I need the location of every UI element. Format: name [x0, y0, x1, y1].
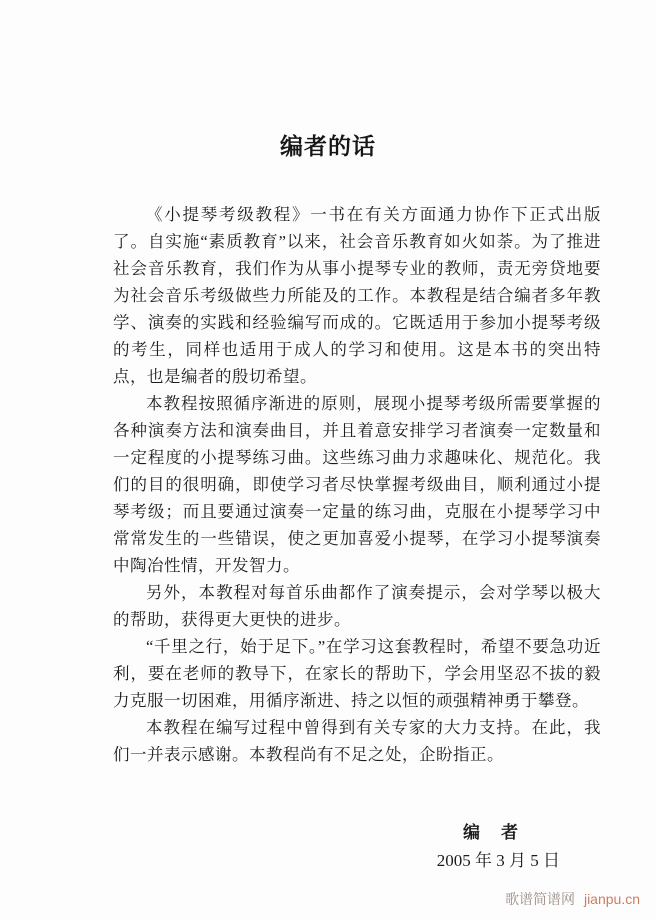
paragraph-2: 本教程按照循序渐进的原则，展现小提琴考级所需要掌握的各种演奏方法和演奏曲目，并且着意安排学习者演奏一定数量和一定程度的小提琴练习曲。这些练习曲力求趣味化、规范化。我们的目的很明确，即使学习者尽快掌握考级曲目，顺利通过小提琴考级；而且要通过演奏一定量的练习曲，克服在小提琴学习中常常发生的一些错误，使之更加喜爱小提琴，在学习小提琴演奏中陶冶性情，开发智力。 — [113, 394, 601, 575]
page-title: 编者的话 — [280, 134, 376, 159]
watermark — [505, 889, 640, 909]
paragraph-1: 《小提琴考级教程》一书在有关方面通力协作下正式出版了。自实施“素质教育”以来，社会音乐教育如火如荼。为了推进社会音乐教育，我们作为从事小提琴专业的教师，责无旁贷地要为社会音乐考级做些力所能及的工作。本教程是结合编者多年教学、演奏的实践和经验编写而成的。它既适用于参加小提琴考级的考生，同样也适用于成人的学习和使用。这是本书的突出特点，也是编者的殷切希望。 — [113, 205, 601, 386]
paragraph-5: 本教程在编写过程中曾得到有关专家的大力支持。在此，我们一并表示感谢。本教程尚有不足之处，企盼指正。 — [113, 718, 601, 764]
paragraph-3: 另外，本教程对每首乐曲都作了演奏提示，会对学琴以极大的帮助，获得更大更快的进步。 — [113, 583, 601, 629]
editor-signature: 编 者 — [463, 823, 520, 842]
body-text — [113, 201, 601, 768]
publication-date: 2005 年 3 月 5 日 — [436, 851, 560, 870]
watermark-site-url: jianpu.cn — [583, 891, 640, 907]
paragraph-4: “千里之行，始于足下。”在学习这套教程时，希望不要急功近利，要在老师的教导下，在家长的帮助下，学会用坚忍不拔的毅力克服一切困难，用循序渐进、持之以恒的顽强精神勇于攀登。 — [113, 637, 601, 710]
watermark-site-name: 歌谱简谱网 — [505, 891, 576, 907]
